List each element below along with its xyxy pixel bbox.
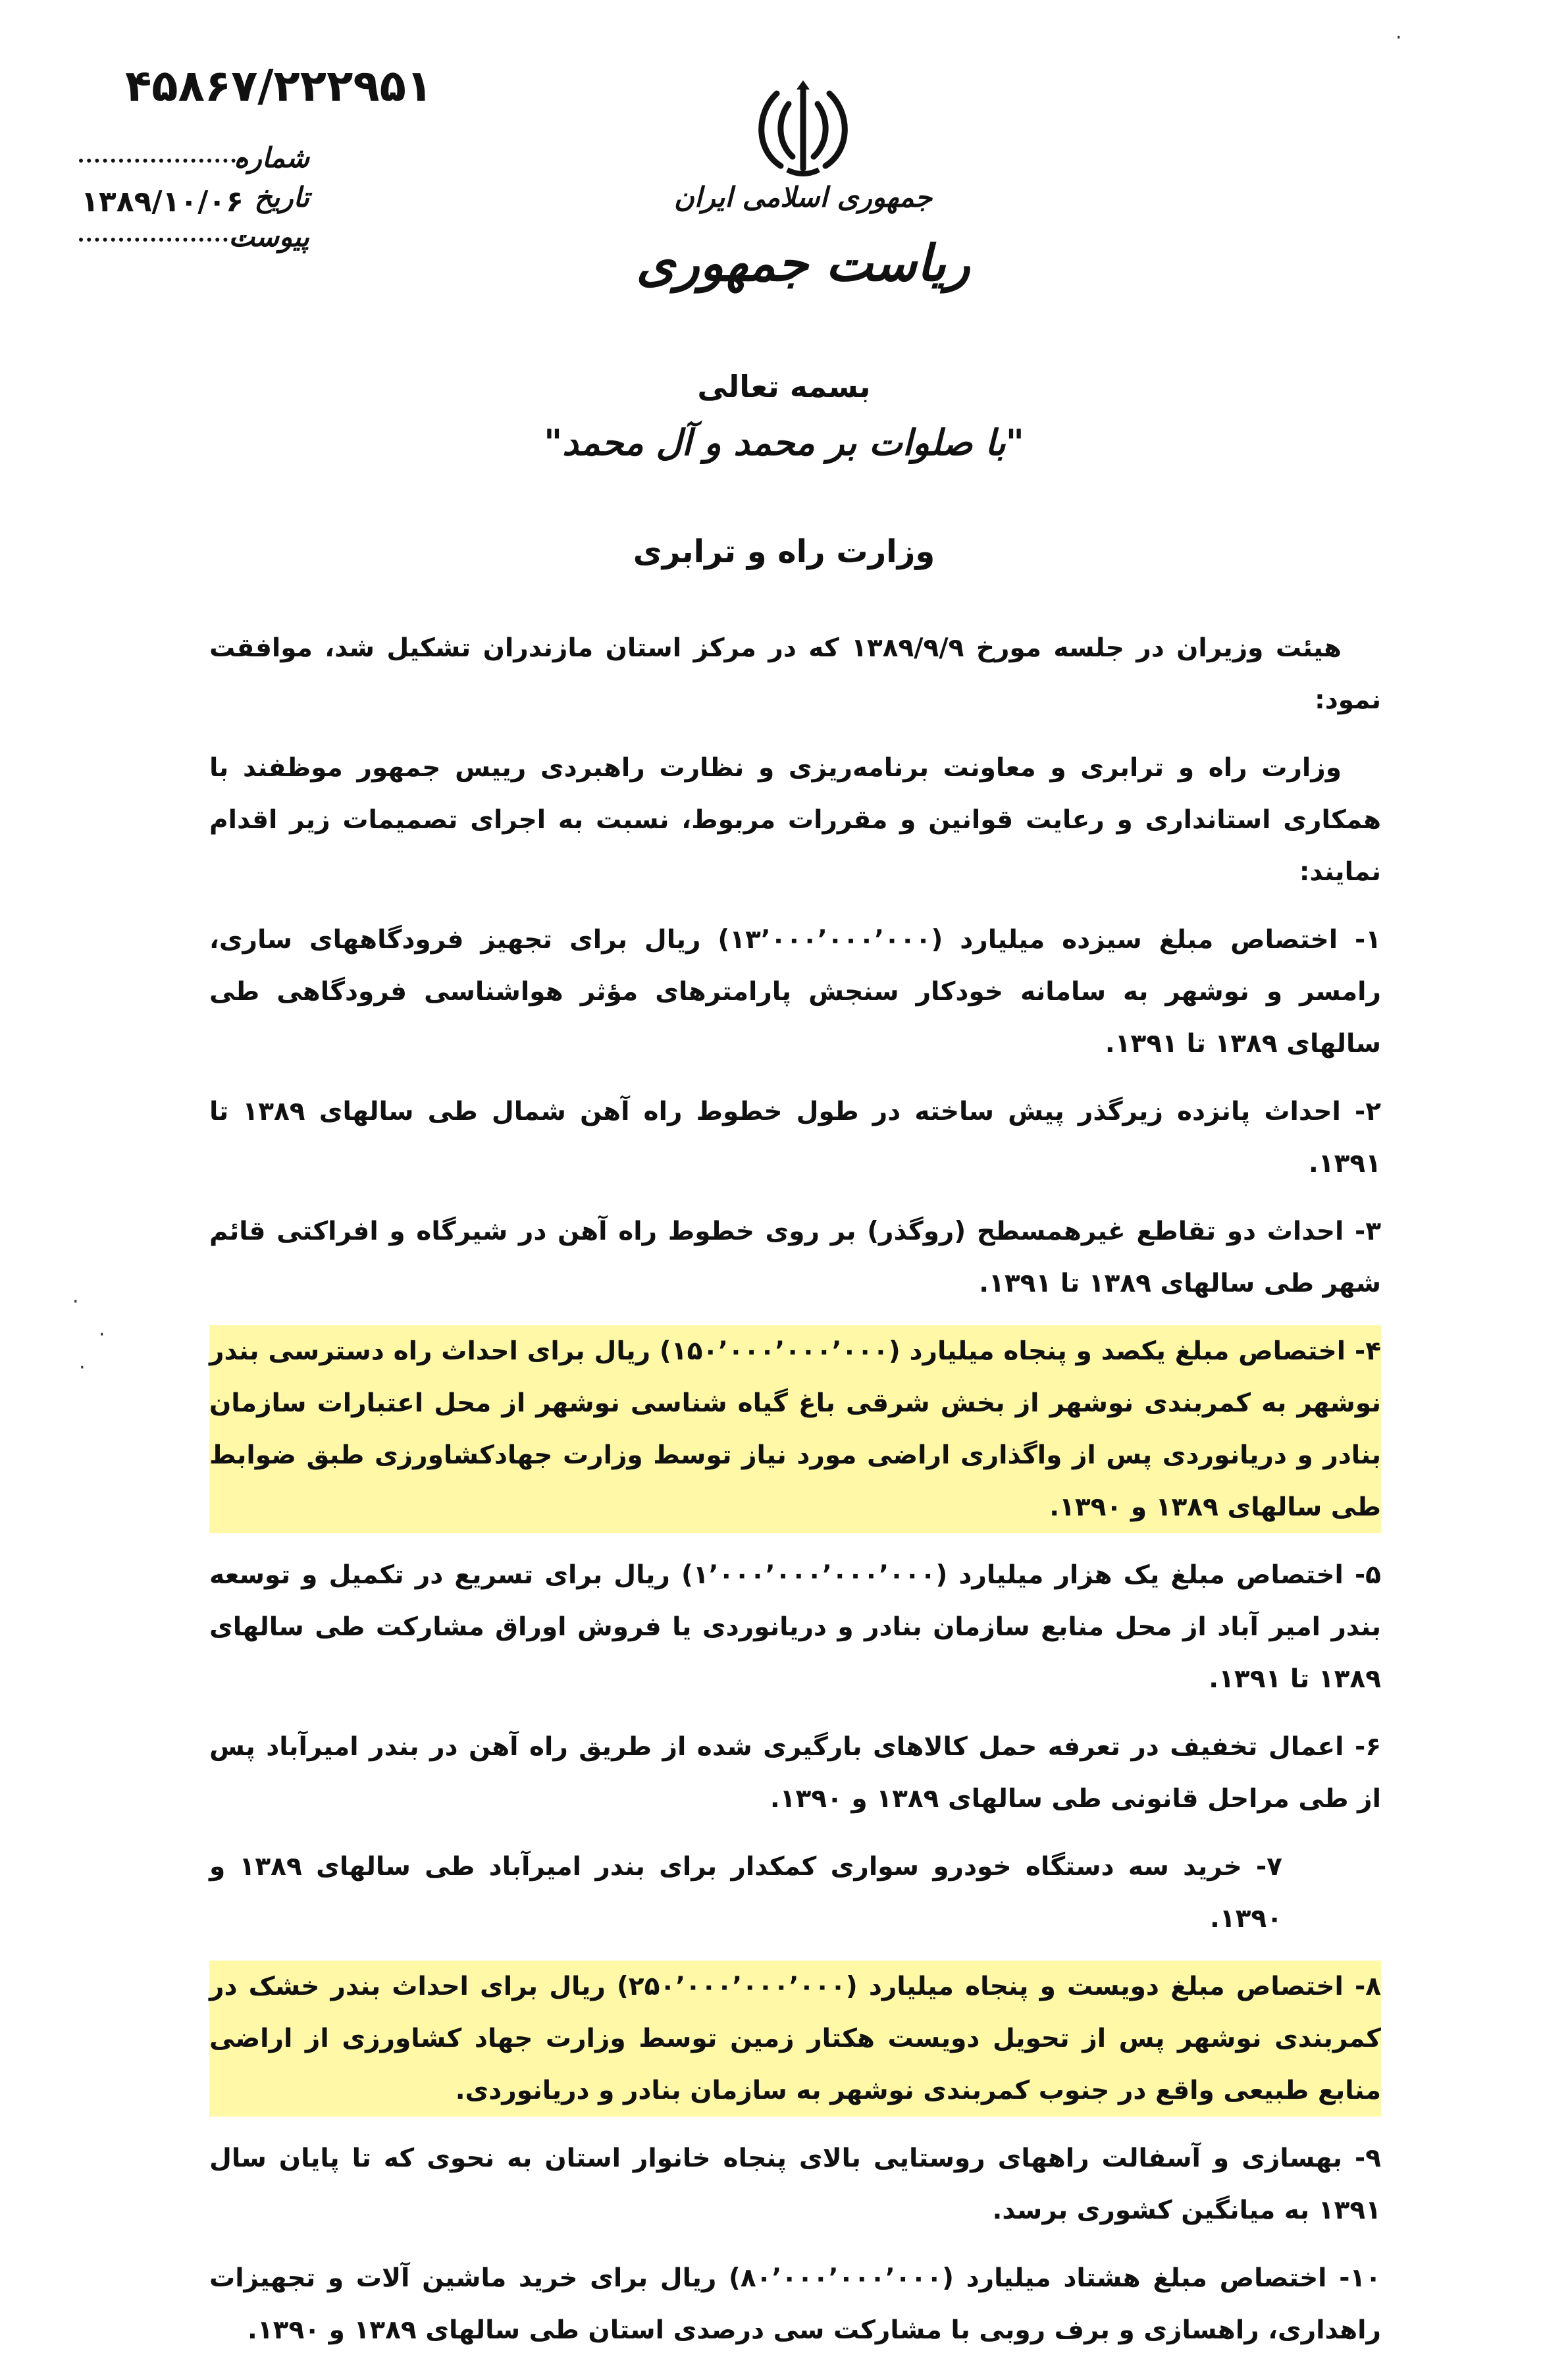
item-5: ۵- اختصاص مبلغ یک هزار میلیارد (۱٬۰۰۰٬۰۰۰٬۰۰۰٬۰۰۰) ریال برای تسریع در تکمیل و توسعه بندر امیر آباد از محل منابع سازمان بنادر و دریانوردی یا فروش اوراق مشارکت طی سالهای ۱۳۸۹ تا ۱۳۹۱. [209,1560,1381,1694]
number-label: شماره [234,142,309,174]
item-7: ۷- خرید سه دستگاه خودرو سواری کمکدار برای بندر امیرآباد طی سالهای ۱۳۸۹ و ۱۳۹۰. [209,1852,1282,1934]
date-value: ۱۳۸۹/۱۰/۰۶ [81,185,244,219]
item-1: ۱- اختصاص مبلغ سیزده میلیارد (۱۳٬۰۰۰٬۰۰۰٬۰۰۰) ریال برای تجهیز فرودگاههای ساری، رامسر و نوشهر به سامانه خودکار سنجش پارامترهای مؤثر هواشناسی فرودگاهی طی سالهای ۱۳۸۹ تا ۱۳۹۱. [209,925,1382,1059]
number-dots [79,159,244,163]
reference-number: ۴۵۸۶۷/۲۲۲۹۵۱ [125,61,433,111]
item-10: ۱۰- اختصاص مبلغ هشتاد میلیارد (۸۰٬۰۰۰٬۰۰۰٬۰۰۰) ریال برای خرید ماشین آلات و تجهیزات راهداری، راهسازی و برف روبی با مشارکت سی درصدی استان طی سالهای ۱۳۸۹ و ۱۳۹۰. [209,2263,1382,2345]
scan-speck: · [72,1290,79,1313]
addressee: وزارت راه و ترابری [633,533,935,570]
scan-speck: · [1396,26,1402,49]
item-3: ۳- احداث دو تقاطع غیرهمسطح (روگذر) بر روی خطوط راه آهن در شیرگاه و افراکتی قائم شهر طی سالهای ۱۳۸۹ تا ۱۳۹۱. [209,1217,1381,1298]
intro-paragraph: هیئت وزیران در جلسه مورخ ۱۳۸۹/۹/۹ که در مرکز استان مازندران تشکیل شد، موافقت نمود: [209,633,1381,715]
item-2: ۲- احداث پانزده زیرگذر پیش ساخته در طول خطوط راه آهن شمال طی سالهای ۱۳۸۹ تا ۱۳۹۱. [209,1097,1381,1178]
item-9: ۹- بهسازی و آسفالت راههای روستایی بالای پنجاه خانوار استان به نحوی که تا پایان سال ۱۳۹۱ به میانگین کشوری برسد. [209,2144,1381,2225]
mandate-paragraph: وزارت راه و ترابری و معاونت برنامه‌ریزی و نظارت راهبردی رییس جمهور موظفند با همکاری استانداری و رعایت قوانین و مقررات مربوط، نسبت به اجرای تصمیمات زیر اقدام نمایند: [209,753,1381,887]
letter-body [209,622,1381,2372]
office-name: ریاست جمهوری [636,234,970,292]
invocation: بسمه تعالی [697,369,871,404]
item-8-highlighted: ۸- اختصاص مبلغ دویست و پنجاه میلیارد (۲۵۰٬۰۰۰٬۰۰۰٬۰۰۰) ریال برای احداث بندر خشک در کمربندی نوشهر پس از تحویل دویست هکتار زمین توسط وزارت جهاد کشاورزی از اراضی منابع طبیعی واقع در جنوب کمربندی نوشهر به سازمان بنادر و دریانوردی. [209,1961,1381,2117]
iran-emblem-icon [750,79,856,178]
item-4-highlighted: ۴- اختصاص مبلغ یکصد و پنجاه میلیارد (۱۵۰٬۰۰۰٬۰۰۰٬۰۰۰) ریال برای احداث راه دسترسی بندر نوشهر به کمربندی نوشهر از بخش شرقی باغ گیاه شناسی نوشهر از محل اعتبارات سازمان بنادر و دریانوردی پس از واگذاری اراضی مورد نیاز توسط وزارت جهادکشاورزی طبق ضوابط طی سالهای ۱۳۸۹ و ۱۳۹۰. [209,1325,1381,1533]
attachment-dots [79,238,244,242]
salutation: "با صلوات بر محمد و آل محمد" [544,421,1024,463]
date-label: تاریخ [254,181,309,213]
number-row [59,142,309,181]
scan-speck: · [79,1356,86,1379]
date-row [59,181,309,221]
state-name: جمهوری اسلامی ایران [673,181,933,213]
scan-speck: · [99,1323,105,1346]
item-6: ۶- اعمال تخفیف در تعرفه حمل کالاهای بارگیری شده از طریق راه آهن در بندر امیرآباد پس از طی مراحل قانونی طی سالهای ۱۳۸۹ و ۱۳۹۰. [209,1732,1381,1814]
attachment-label: پیوست [228,221,309,253]
letter-meta [59,142,309,260]
attachment-row [59,221,309,260]
